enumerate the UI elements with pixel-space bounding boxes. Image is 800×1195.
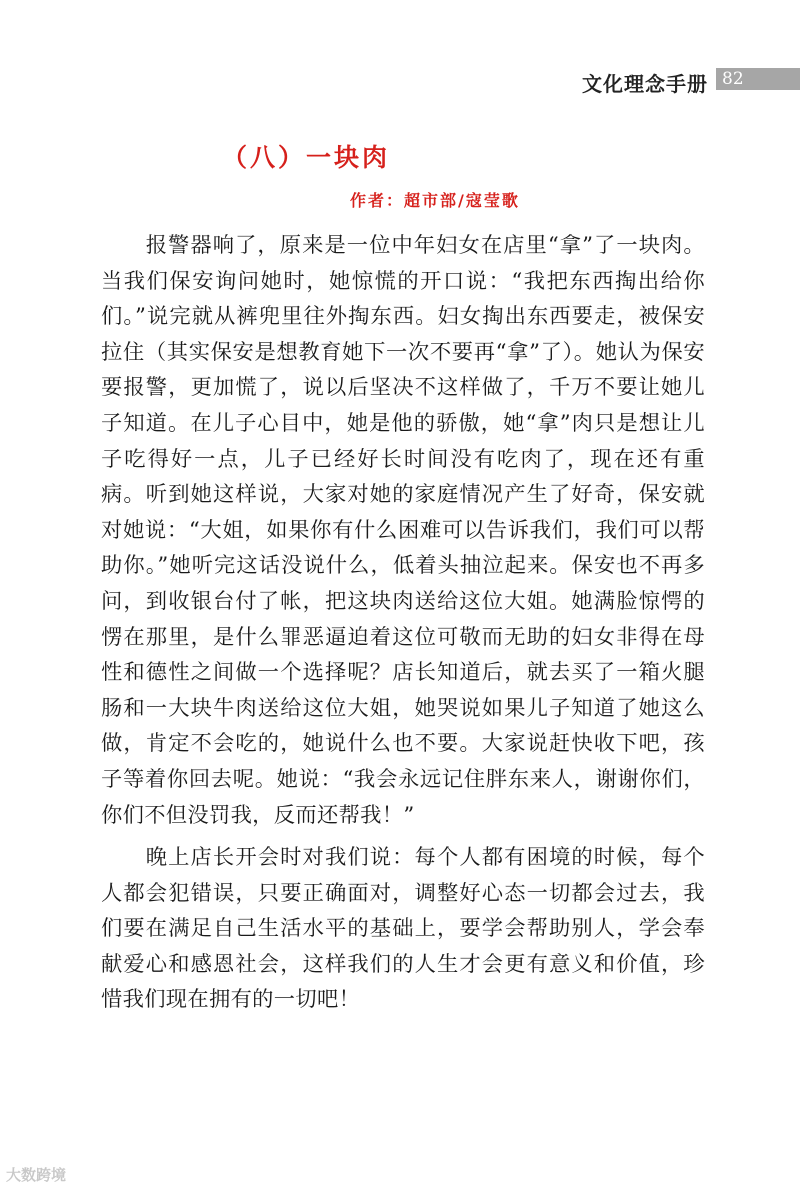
paragraph-1: 报警器响了，原来是一位中年妇女在店里“拿”了一块肉。当我们保安询问她时，她惊慌的开口说：“我把东西掏出给你们。”说完就从裤兜里往外掏东西。妇女掏出东西要走，被保安拉住（其实保安是想教育她下一次不要再“拿”了）。她认为保安要报警，更加慌了，说以后坚决不这样做了，千万不要让她儿子知道。在儿子心目中，她是他的骄傲，她“拿”肉只是想让儿子吃得好一点，儿子已经好长时间没有吃肉了，现在还有重病。听到她这样说，大家对她的家庭情况产生了好奇，保安就对她说：“大姐，如果你有什么困难可以告诉我们，我们可以帮助你。”她听完这话没说什么，低着头抽泣起来。保安也不再多问，到收银台付了帐，把这块肉送给这位大姐。她满脸惊愕的愣在那里，是什么罪恶逼迫着这位可敬而无助的妇女非得在母性和德性之间做一个选择呢？店长知道后，就去买了一箱火腿肠和一大块牛肉送给这位大姐，她哭说如果儿子知道了她这么做，肯定不会吃的，她说什么也不要。大家说赶快收下吧，孩子等着你回去呢。她说：“我会永远记住胖东来人，谢谢你们，你们不但没罚我，反而还帮我！” [101,233,705,828]
header-title: 文化理念手册 [582,72,708,96]
page-number: 82 [722,69,744,89]
watermark: 大数跨境 [6,1166,67,1184]
article-body [101,228,705,1018]
article-title: （八）一块肉 [222,143,391,172]
header-divider [714,68,716,90]
paragraph-2: 晚上店长开会时对我们说：每个人都有困境的时候，每个人都会犯错误，只要正确面对，调整好心态一切都会过去，我们要在满足自己生活水平的基础上，要学会帮助别人，学会奉献爱心和感恩社会，这样我们的人生才会更有意义和价值，珍惜我们现在拥有的一切吧！ [101,845,705,1013]
page-header [0,64,800,98]
article-author: 作者：超市部/寇莹歌 [350,191,520,210]
